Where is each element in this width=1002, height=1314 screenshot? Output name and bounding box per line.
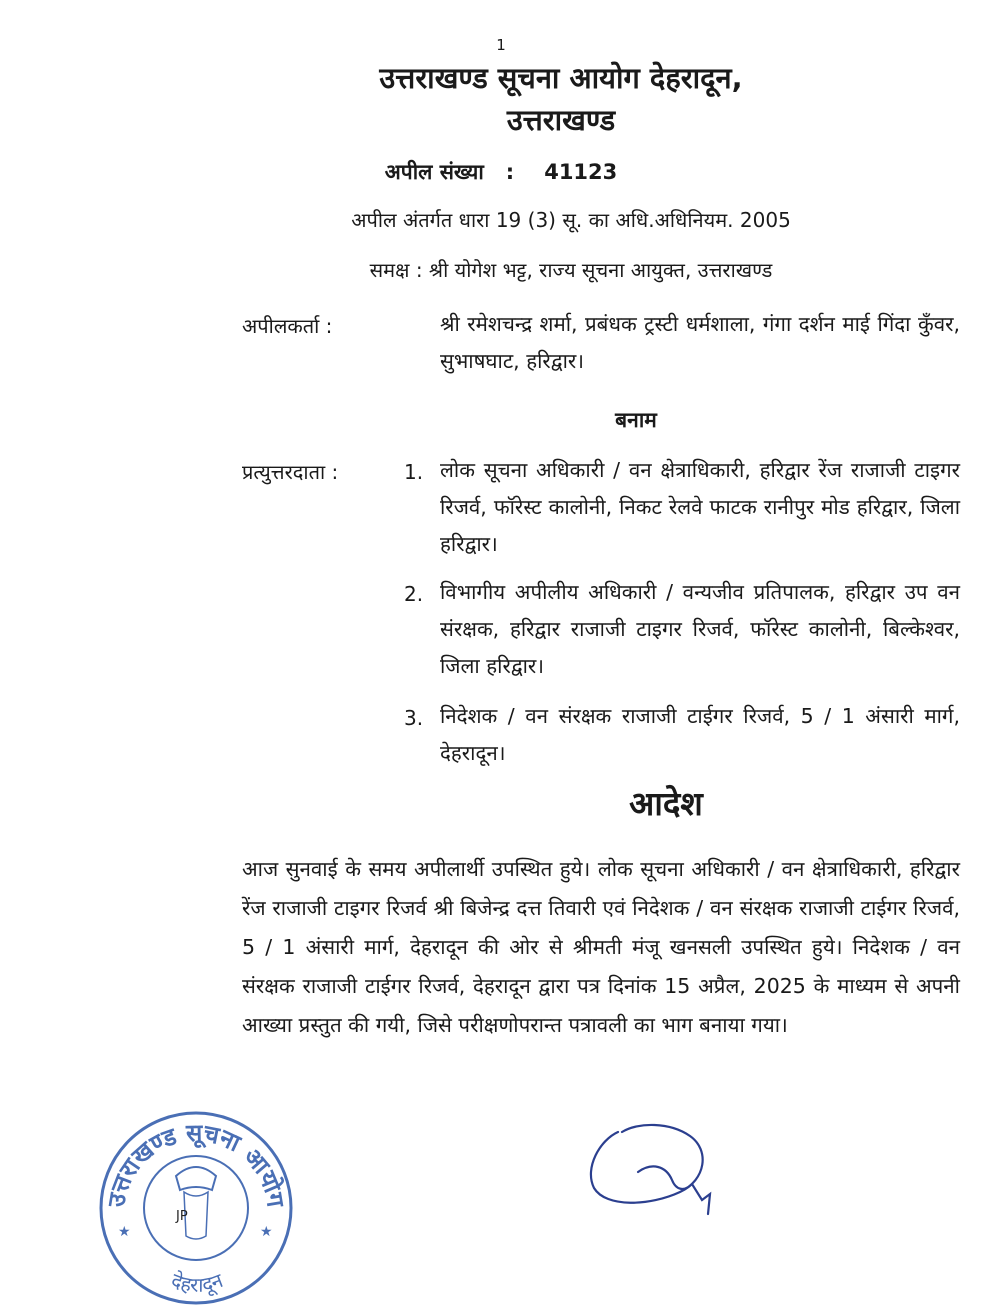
seal-text-top: उत्तराखण्ड सूचना आयोग [102, 1118, 290, 1209]
appeal-label: अपील संख्या [384, 160, 484, 184]
under-section-line: अपील अंतर्गत धारा 19 (3) सू. का अधि.अधिनियम. 2005 [351, 208, 791, 232]
before-line: समक्ष : श्री योगेश भट्ट, राज्य सूचना आयुक्त, उत्तराखण्ड [369, 258, 773, 282]
signature [580, 1110, 740, 1220]
appeal-number-line [0, 158, 1002, 186]
header-line-2: उत्तराखण्ड [506, 103, 616, 137]
seal-star-left-icon: ★ [118, 1224, 131, 1240]
order-title: आदेश [629, 784, 703, 823]
versus-heading: बनाम [615, 408, 657, 432]
respondent-1-text: लोक सूचना अधिकारी / वन क्षेत्राधिकारी, हरिद्वार रेंज राजाजी टाइगर रिजर्व, फॉरेस्ट कालोनी, निकट रेलवे फाटक रानीपुर मोड हरिद्वार, जिला हरिद्वार। [440, 458, 960, 556]
appeal-colon: : [505, 160, 515, 184]
seal-stamp [96, 1108, 296, 1308]
respondent-2-number: 2. [404, 582, 424, 606]
seal-initials: JP [176, 1209, 188, 1224]
seal-inner-ring [144, 1156, 248, 1260]
respondent-3-number: 3. [404, 706, 424, 730]
respondent-2-text: विभागीय अपीलीय अधिकारी / वन्यजीव प्रतिपालक, हरिद्वार उप वन संरक्षक, हरिद्वार राजाजी टाइगर रिजर्व, फॉरेस्ट कालोनी, बिल्केश्वर, जिला हरिद्वार। [440, 580, 960, 678]
respondent-1-number: 1. [404, 460, 424, 484]
order-body: आज सुनवाई के समय अपीलार्थी उपस्थित हुये। लोक सूचना अधिकारी / वन क्षेत्राधिकारी, हरिद्वार रेंज राजाजी टाइगर रिजर्व श्री बिजेन्द्र दत्त तिवारी एवं निदेशक / वन संरक्षक राजाजी टाईगर रिजर्व, 5 / 1 अंसारी मार्ग, देहरादून की ओर से श्रीमती मंजू खनसली उपस्थित हुये। निदेशक / वन संरक्षक राजाजी टाईगर रिजर्व, देहरादून द्वारा पत्र दिनांक 15 अप्रैल, 2025 के माध्यम से अपनी आख्या प्रस्तुत की गयी, जिसे परीक्षणोपरान्त पत्रावली का भाग बनाया गया। [242, 857, 960, 1037]
header-line-1: उत्तराखण्ड सूचना आयोग देहरादून, [379, 61, 743, 95]
appellant-label: अपीलकर्ता : [242, 314, 333, 338]
appellant-text: श्री रमेशचन्द्र शर्मा, प्रबंधक ट्रस्टी धर्मशाला, गंगा दर्शन माई गिंदा कुँवर, सुभाषघाट, हरिद्वार। [440, 312, 960, 373]
respondents-label: प्रत्युत्तरदाता : [242, 460, 339, 484]
seal-star-right-icon: ★ [260, 1224, 273, 1240]
appeal-number: 41123 [544, 160, 618, 184]
seal-emblem [176, 1167, 216, 1190]
respondent-3-text: निदेशक / वन संरक्षक राजाजी टाईगर रिजर्व, 5 / 1 अंसारी मार्ग, देहरादून। [440, 704, 960, 765]
page-number: 1 [496, 36, 506, 54]
seal-text-bottom: देहरादून [167, 1267, 227, 1297]
